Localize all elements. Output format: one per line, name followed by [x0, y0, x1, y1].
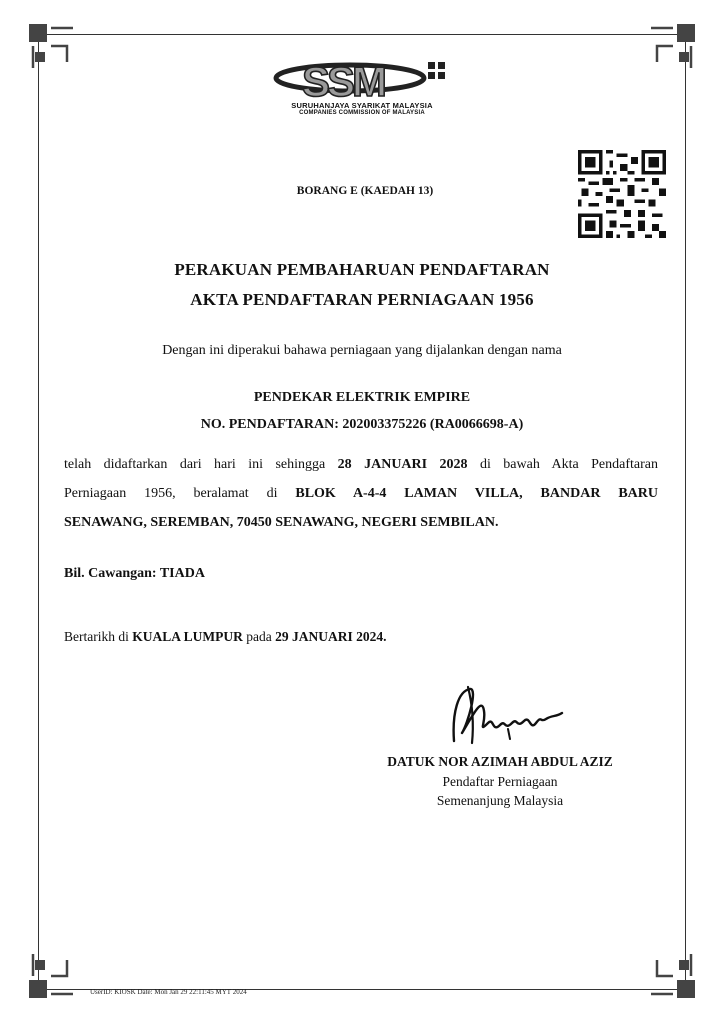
expiry-date: 28 JANUARI 2028 [337, 457, 468, 472]
certificate-title: PERAKUAN PEMBAHARUAN PENDAFTARAN [174, 260, 550, 279]
registrar-signature [448, 683, 566, 745]
certificate-act-title: AKTA PENDAFTARAN PERNIAGAAN 1956 [190, 290, 534, 309]
signatory-title: Pendaftar Perniagaan [442, 774, 558, 789]
org-name-english: COMPANIES COMMISSION OF MALAYSIA [299, 110, 425, 116]
business-address-part1: BLOK A-4-4 LAMAN VILLA, BANDAR BARU [295, 486, 658, 501]
issue-statement: Bertarikh di KUALA LUMPUR pada 29 JANUARI 2024. [64, 629, 387, 644]
intro-statement: Dengan ini diperakui bahawa perniagaan yang dijalankan dengan nama [162, 343, 562, 358]
signatory-region: Semenanjung Malaysia [436, 793, 564, 808]
corner-ornament-top-right [649, 24, 695, 70]
form-reference: BORANG E (KAEDAH 13) [296, 185, 434, 197]
registration-body-text [64, 450, 658, 537]
qr-code [578, 150, 666, 238]
business-address-part2: SENAWANG, SEREMBAN, 70450 SENAWANG, NEGERI SEMBILAN. [64, 515, 499, 530]
registration-number: NO. PENDAFTARAN: 202003375226 (RA0066698-A) [200, 417, 524, 432]
body-line-2: Perniagaan 1956, beralamat di BLOK A-4-4 LAMAN VILLA, BANDAR BARU [64, 486, 658, 501]
corner-ornament-top-left [29, 24, 75, 70]
org-name-malay: SURUHANJAYA SYARIKAT MALAYSIA [291, 101, 433, 110]
print-metadata: UserID: KIOSK Date: Mon Jan 29 22:11:45 MYT 2024 [90, 988, 247, 996]
corner-ornament-bottom-right [649, 952, 695, 998]
signatory-name: DATUK NOR AZIMAH ABDUL AZIZ [387, 754, 613, 769]
body-line-3 [64, 508, 658, 537]
issue-date: 29 JANUARI 2024. [275, 629, 387, 644]
business-name: PENDEKAR ELEKTRIK EMPIRE [253, 390, 471, 405]
svg-text:SSM: SSM [302, 58, 385, 105]
body-line-1: telah didaftarkan dari hari ini sehingga 28 JANUARI 2028 di bawah Akta Pendaftaran [64, 457, 659, 472]
issue-place: KUALA LUMPUR [132, 629, 243, 644]
branch-count: Bil. Cawangan: TIADA [64, 566, 205, 581]
corner-ornament-bottom-left [29, 952, 75, 998]
